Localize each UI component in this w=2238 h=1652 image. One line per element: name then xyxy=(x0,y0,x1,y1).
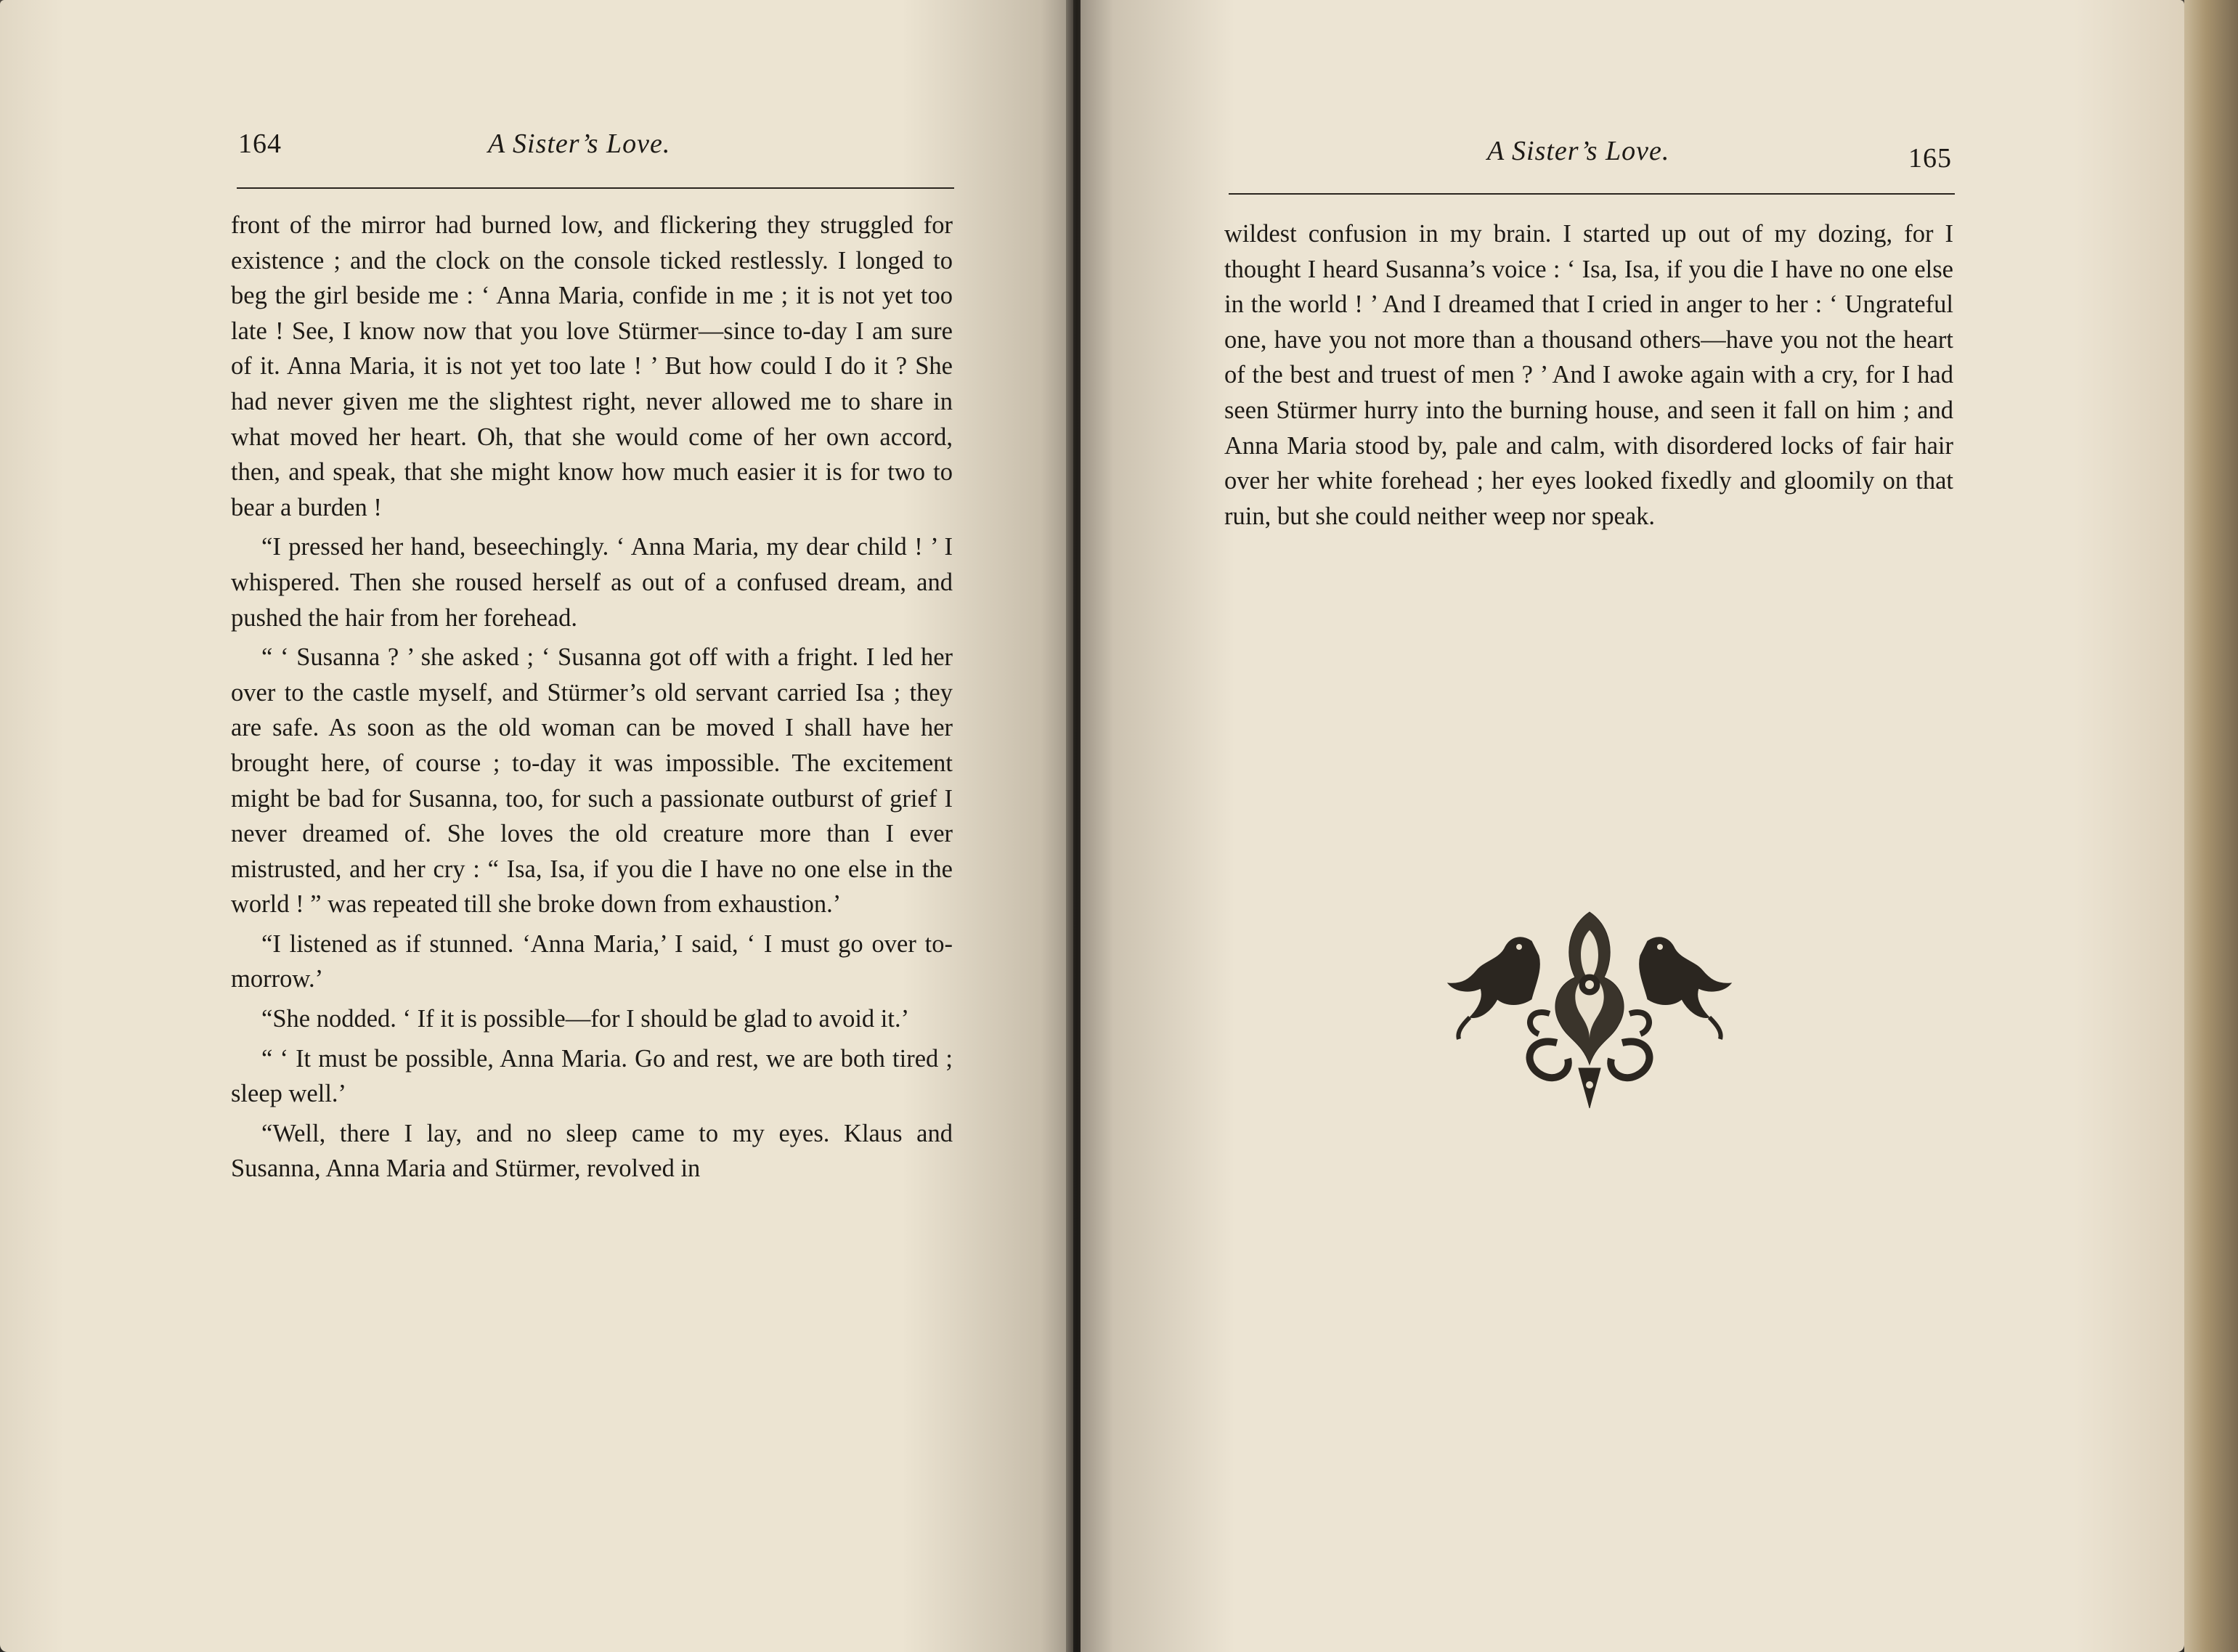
paragraph: “I listened as if stunned. ‘Anna Maria,’ I said, ‘ I must go over to-morrow.’ xyxy=(231,929,953,993)
paragraph: “She nodded. ‘ If it is possible—for I should be glad to avoid it.’ xyxy=(261,1005,910,1033)
left-running-title: A Sister’s Love. xyxy=(488,129,671,159)
paragraph: front of the mirror had burned low, and flickering they struggled for existence ; and the clock on the console ticked restlessly. I longed to beg the girl beside me : ‘ Anna Maria, confide in me ; it is not yet too late ! See, I know now that you love Stürmer—since to-day I am sure of it. Anna Maria, it is not yet too late ! ’ But how could I do it ? She had never given me the slightest right, never allowed me to share in what moved her heart. Oh, that she would come of her own accord, then, and speak, that she might know how much easier it is for two to bear a burden ! xyxy=(231,211,953,521)
left-body-text xyxy=(231,208,953,1187)
paragraph: “I pressed her hand, beseechingly. ‘ Anna Maria, my dear child ! ’ I whispered. Then she roused herself as out of a confused dream, and pushed the hair from her forehead. xyxy=(231,533,953,632)
paragraph: wildest confusion in my brain. I started up out of my dozing, for I thought I heard Susanna’s voice : ‘ Isa, Isa, if you die I have no one else in the world ! ’ And I dreamed that I cried in anger to her : ‘ Ungrateful one, have you not more than a thousand others—have you not the heart of the best and truest of men ? ’ And I awoke again with a cry, for I had seen Stürmer hurry into the burning house, and seen it fall on him ; and Anna Maria stood by, pale and calm, with disordered locks of fair hair over her white forehead ; her eyes looked fixedly and gloomily on that ruin, but she could neither weep nor speak. xyxy=(1224,220,1953,530)
right-body-text xyxy=(1224,216,1953,534)
right-page xyxy=(1081,0,2184,1652)
left-page xyxy=(0,0,1073,1652)
paragraph: “ ‘ It must be possible, Anna Maria. Go and rest, we are both tired ; sleep well.’ xyxy=(231,1044,953,1108)
page-block-edge xyxy=(2184,0,2238,1652)
left-header-rule xyxy=(237,187,954,189)
right-header-rule xyxy=(1229,193,1955,195)
right-running-title: A Sister’s Love. xyxy=(1487,136,1670,166)
paragraph: “Well, there I lay, and no sleep came to my eyes. Klaus and Susanna, Anna Maria and Stürmer, revolved in xyxy=(231,1119,953,1183)
left-page-number: 164 xyxy=(238,129,282,159)
heraldic-horses-tailpiece-icon xyxy=(1441,898,1738,1115)
paragraph: “ ‘ Susanna ? ’ she asked ; ‘ Susanna got off with a fright. I led her over to the castle myself, and Stürmer’s old servant carried Isa ; they are safe. As soon as the old woman can be moved I shall have her brought here, of course ; to-day it was impossible. The excitement might be bad for Susanna, too, for such a passionate outburst of grief I never dreamed of. She loves the old creature more than I ever mistrusted, and her cry : “ Isa, Isa, if you die I have no one else in the world ! ” was repeated till she broke down from exhaustion.’ xyxy=(231,643,953,919)
right-page-number: 165 xyxy=(1908,143,1952,174)
